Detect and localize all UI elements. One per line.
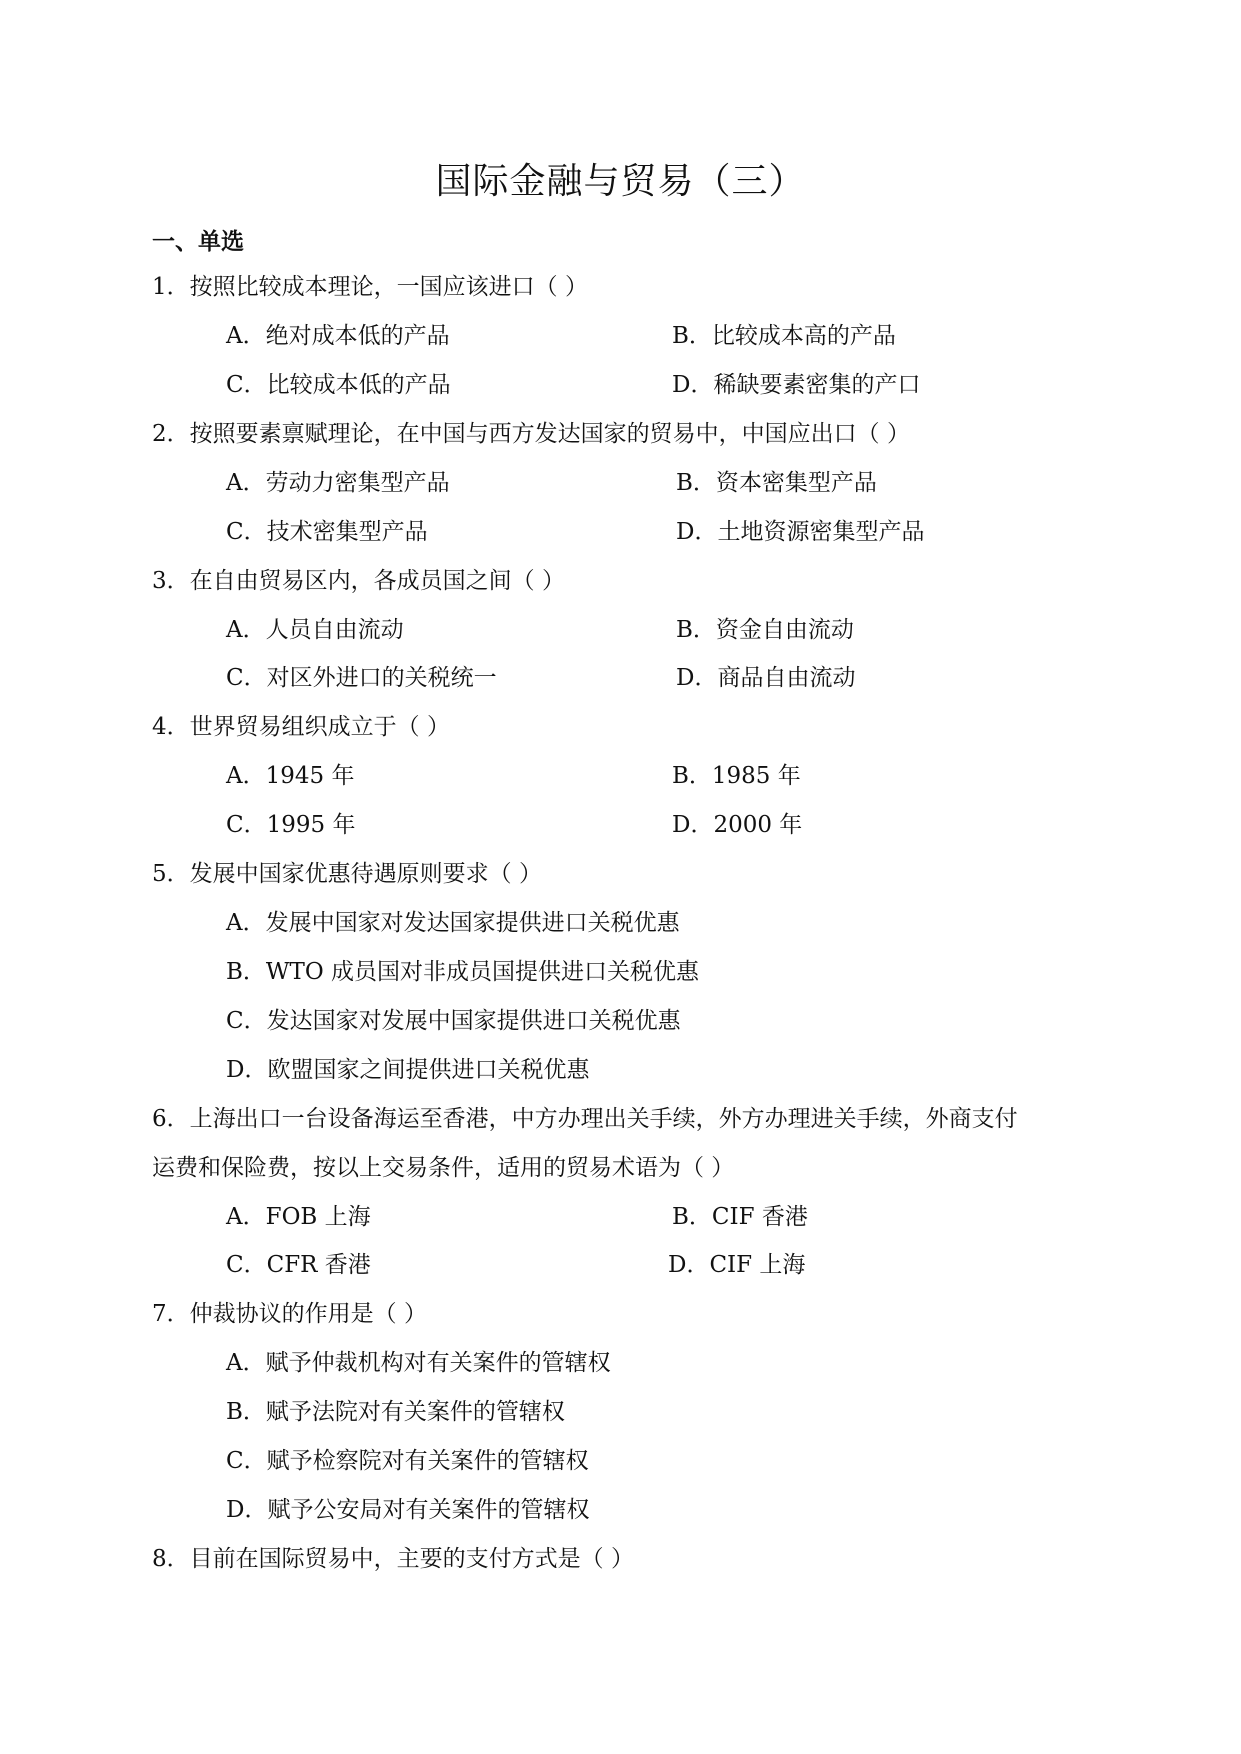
question-7-option-b: B．赋予法院对有关案件的管辖权 [226,1399,565,1425]
question-2-option-b: B．资本密集型产品 [676,470,877,496]
question-7-option-a: A．赋予仲裁机构对有关案件的管辖权 [226,1350,611,1376]
question-7-stem: 7．仲裁协议的作用是（ ） [152,1301,427,1327]
question-3-option-a: A．人员自由流动 [226,617,404,643]
question-6-stem-continued: 运费和保险费，按以上交易条件，适用的贸易术语为（ ） [152,1155,735,1181]
question-3-stem: 3．在自由贸易区内，各成员国之间（ ） [152,568,565,594]
question-7-option-d: D．赋予公安局对有关案件的管辖权 [226,1497,590,1523]
question-5-option-b: B．WTO 成员国对非成员国提供进口关税优惠 [226,959,700,985]
question-1-option-a: A．绝对成本低的产品 [226,323,450,349]
question-1-option-d: D．稀缺要素密集的产口 [672,372,921,398]
question-1-option-c: C．比较成本低的产品 [226,372,451,398]
question-2-option-c: C．技术密集型产品 [226,519,428,545]
question-5-option-c: C．发达国家对发展中国家提供进口关税优惠 [226,1008,681,1034]
question-1-option-b: B．比较成本高的产品 [672,323,896,349]
question-1-stem: 1．按照比较成本理论，一国应该进口（ ） [152,274,588,300]
question-4-stem: 4．世界贸易组织成立于（ ） [152,714,450,740]
question-6-option-a: A．FOB 上海 [226,1204,371,1230]
question-4-option-a: A．1945 年 [226,763,355,789]
question-8-stem: 8．目前在国际贸易中，主要的支付方式是（ ） [152,1546,634,1572]
question-4-option-d: D．2000 年 [672,812,803,838]
question-7-option-c: C．赋予检察院对有关案件的管辖权 [226,1448,589,1474]
question-5-stem: 5．发展中国家优惠待遇原则要求（ ） [152,861,542,887]
question-5-option-d: D．欧盟国家之间提供进口关税优惠 [226,1057,590,1083]
question-3-option-b: B．资金自由流动 [676,617,854,643]
question-2-stem: 2．按照要素禀赋理论，在中国与西方发达国家的贸易中，中国应出口（ ） [152,421,910,447]
question-3-option-d: D．商品自由流动 [676,665,856,691]
question-2-option-a: A．劳动力密集型产品 [226,470,450,496]
question-2-option-d: D．土地资源密集型产品 [676,519,925,545]
question-6-stem: 6．上海出口一台设备海运至香港，中方办理出关手续，外方办理进关手续，外商支付 [152,1106,1018,1132]
page-title: 国际金融与贸易（三） [435,161,806,202]
question-6-option-b: B．CIF 香港 [672,1204,808,1230]
question-6-option-c: C．CFR 香港 [226,1252,371,1278]
question-5-option-a: A．发展中国家对发达国家提供进口关税优惠 [226,910,680,936]
question-3-option-c: C．对区外进口的关税统一 [226,665,497,691]
question-4-option-b: B．1985 年 [672,763,801,789]
section-heading: 一、单选 [152,229,244,255]
question-6-option-d: D．CIF 上海 [668,1252,806,1278]
question-4-option-c: C．1995 年 [226,812,356,838]
